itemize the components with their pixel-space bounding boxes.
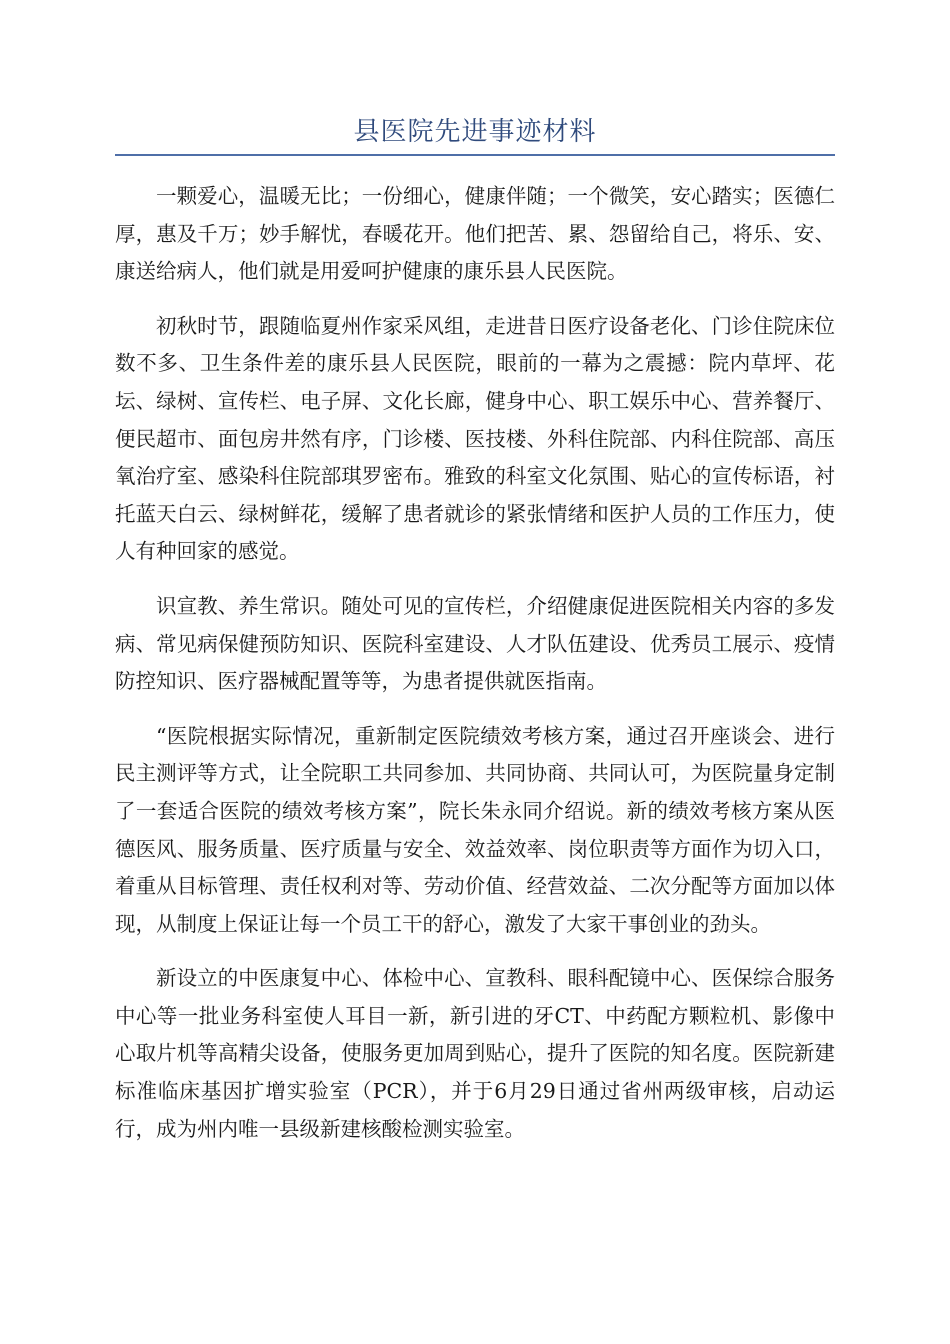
paragraph-4: “医院根据实际情况，重新制定医院绩效考核方案，通过召开座谈会、进行民主测评等方式，让全院职工共同参加、共同协商、共同认可，为医院量身定制了一套适合医院的绩效考核方案”，院长朱永同介绍说。新的绩效考核方案从医德医风、服务质量、医疗质量与安全、效益效率、岗位职责等方面作为切入口，着重从目标管理、责任权利对等、劳动价值、经营效益、二次分配等方面加以体现，从制度上保证让每一个员工干的舒心，激发了大家干事创业的劲头。: [115, 723, 835, 936]
paragraph-2: 初秋时节，跟随临夏州作家采风组，走进昔日医疗设备老化、门诊住院床位数不多、卫生条件差的康乐县人民医院，眼前的一幕为之震撼：院内草坪、花坛、绿树、宣传栏、电子屏、文化长廊，健身中心、职工娱乐中心、营养餐厅、便民超市、面包房井然有序，门诊楼、医技楼、外科住院部、内科住院部、高压氧治疗室、感染科住院部琪罗密布。雅致的科室文化氛围、贴心的宣传标语，衬托蓝天白云、绿树鲜花，缓解了患者就诊的紧张情绪和医护人员的工作压力，使人有种回家的感觉。: [115, 313, 835, 564]
paragraph-5: 新设立的中医康复中心、体检中心、宣教科、眼科配镜中心、医保综合服务中心等一批业务科室使人耳目一新，新引进的牙CT、中药配方颗粒机、影像中心取片机等高精尖设备，使服务更加周到贴心，提升了医院的知名度。医院新建标准临床基因扩增实验室（PCR），并于6月29日通过省州两级审核，启动运行，成为州内唯一县级新建核酸检测实验室。: [115, 966, 835, 1141]
title-underline: [115, 154, 835, 156]
document-title: 县医院先进事迹材料: [353, 117, 597, 147]
paragraph-1: 一颗爱心，温暖无比；一份细心，健康伴随；一个微笑，安心踏实；医德仁厚，惠及千万；妙手解忧，春暖花开。他们把苦、累、怨留给自己，将乐、安、康送给病人，他们就是用爱呵护健康的康乐县人民医院。: [115, 184, 835, 284]
document-body: [115, 178, 835, 1165]
paragraph-3: 识宣教、养生常识。随处可见的宣传栏，介绍健康促进医院相关内容的多发病、常见病保健预防知识、医院科室建设、人才队伍建设、优秀员工展示、疫情防控知识、医疗器械配置等等，为患者提供就医指南。: [115, 593, 835, 694]
